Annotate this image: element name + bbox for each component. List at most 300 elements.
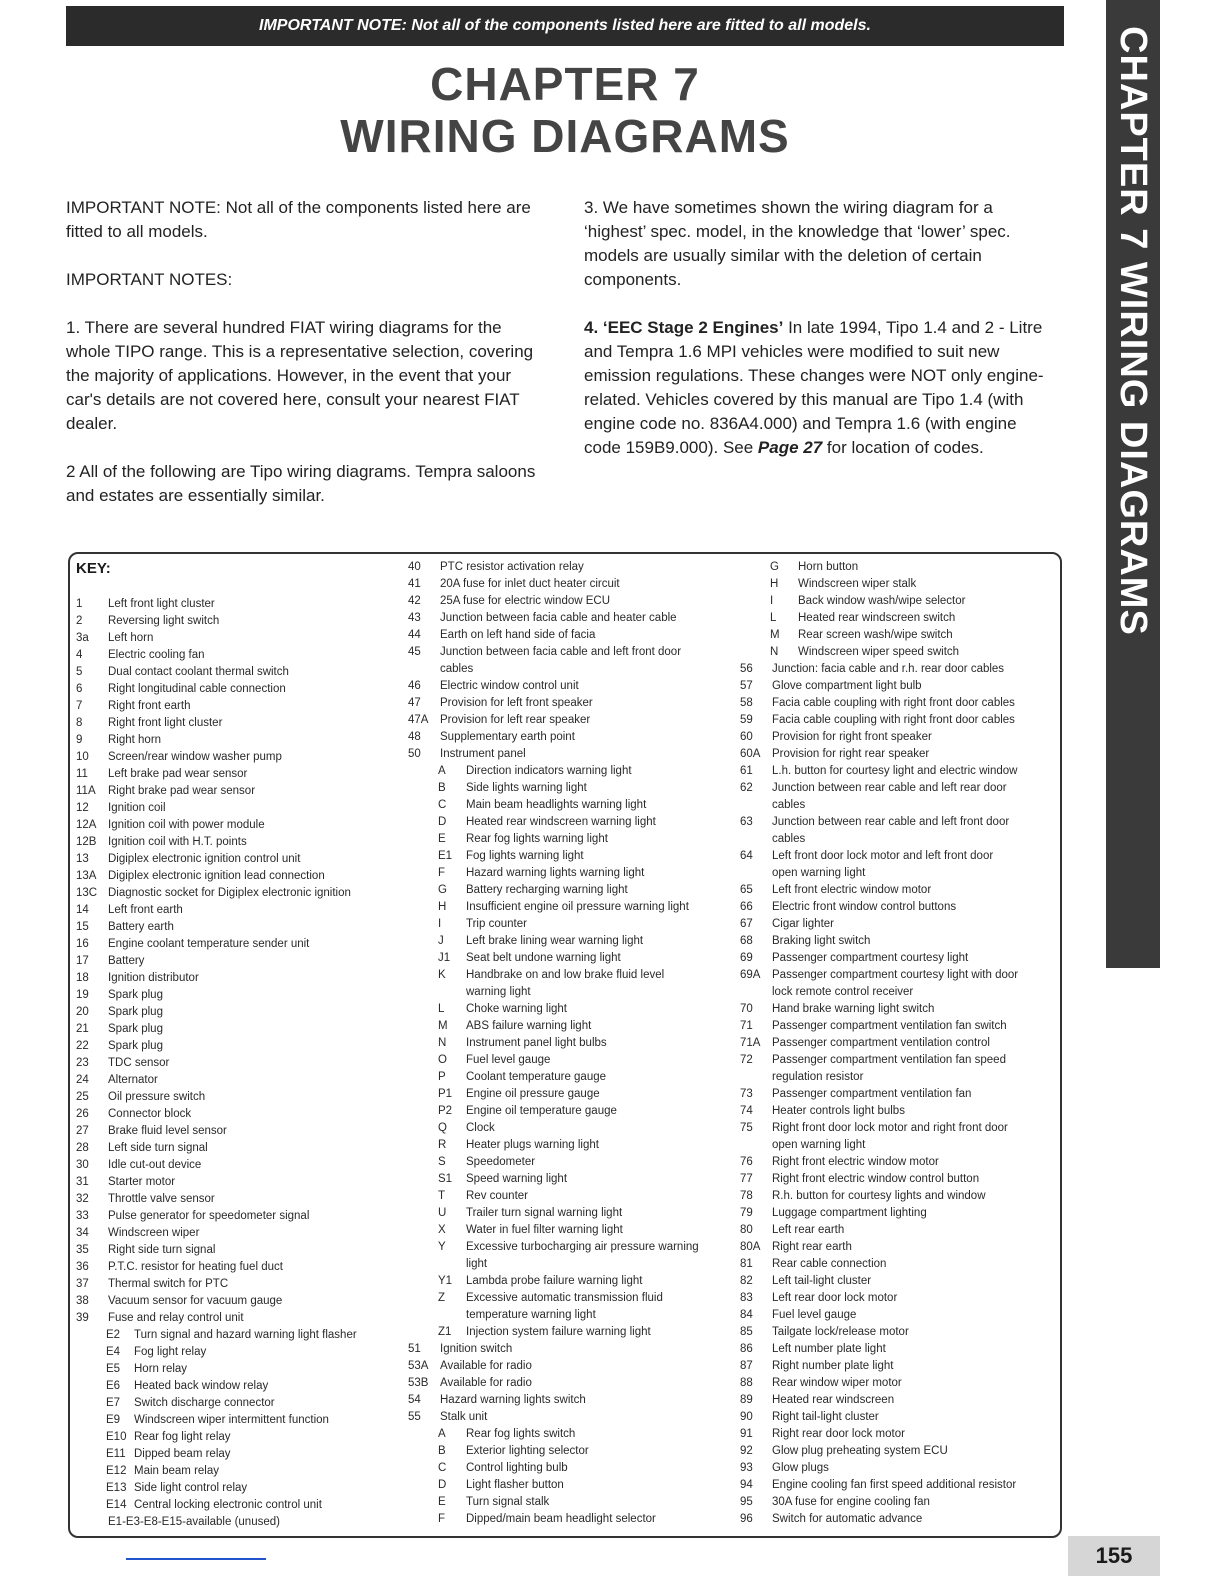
key-item (740, 1494, 1018, 1511)
key-item-number: 12A (76, 819, 97, 831)
key-item (408, 1001, 699, 1018)
key-item-number: 38 (76, 1295, 89, 1307)
key-item-number: 27 (76, 1125, 89, 1137)
key-item (408, 1307, 699, 1324)
key-item-number: 46 (408, 680, 421, 692)
key-item-label: Ignition switch (440, 1343, 513, 1355)
key-item-number: E5 (106, 1363, 121, 1375)
key-item-number: 50 (408, 748, 421, 760)
key-item-number: I (438, 918, 442, 930)
key-item-number: Y (438, 1241, 446, 1253)
key-item-label: PTC resistor activation relay (440, 561, 584, 573)
key-item-label: Main beam relay (134, 1465, 220, 1477)
key-item (408, 814, 699, 831)
key-item (740, 950, 1018, 967)
key-item-label: Light flasher button (466, 1479, 564, 1491)
key-item-label: Heated rear windscreen (772, 1394, 895, 1406)
key-item (740, 984, 1018, 1001)
key-item-number: E (438, 1496, 446, 1508)
key-item (76, 1174, 357, 1191)
key-item-label: Dipped/main beam headlight selector (466, 1513, 656, 1525)
key-item-label: Heater controls light bulbs (772, 1105, 905, 1117)
key-item-number: 60 (740, 731, 753, 743)
key-item-number: 69A (740, 969, 761, 981)
key-item (408, 848, 699, 865)
key-item-label: Heated rear windscreen warning light (466, 816, 656, 828)
key-item-number: 41 (408, 578, 421, 590)
key-item-label: Junction: facia cable and r.h. rear door cables (772, 663, 1005, 675)
key-item-label: Spark plug (108, 1040, 163, 1052)
key-item-number: 81 (740, 1258, 753, 1270)
key-item-number: E1 (438, 850, 453, 862)
key-item-number: 53B (408, 1377, 429, 1389)
key-item-number: P2 (438, 1105, 453, 1117)
key-item-number: N (438, 1037, 447, 1049)
banner-text: IMPORTANT NOTE: Not all of the components listed here are fitted to all models. (259, 17, 871, 34)
key-item-number: 16 (76, 938, 89, 950)
key-item-number: 11 (76, 768, 88, 780)
key-item (740, 1052, 1018, 1069)
key-item-label: Excessive turbocharging air pressure warning (466, 1241, 699, 1253)
key-item (408, 1239, 699, 1256)
key-item (408, 1205, 699, 1222)
key-item (740, 1256, 1018, 1273)
side-tab-text: CHAPTER 7 WIRING DIAGRAMS (1112, 26, 1154, 636)
key-item-label: Connector block (108, 1108, 192, 1120)
key-item-number: 92 (740, 1445, 753, 1457)
key-item (408, 1120, 699, 1137)
key-item-label: Clock (466, 1122, 495, 1134)
key-item-label: 30A fuse for engine cooling fan (772, 1496, 930, 1508)
key-item (408, 1222, 699, 1239)
key-item-number: 36 (76, 1261, 89, 1273)
key-item-label: Left front light cluster (108, 598, 215, 610)
key-item-number: B (438, 1445, 446, 1457)
key-item-number: 21 (76, 1023, 89, 1035)
key-item-label: Left brake lining wear warning light (466, 935, 644, 947)
key-item (740, 1290, 1018, 1307)
key-item (740, 916, 1018, 933)
key-item-label: Facia cable coupling with right front door cables (772, 697, 1015, 709)
key-item (740, 1018, 1018, 1035)
key-item-number: 94 (740, 1479, 753, 1491)
key-item (76, 1344, 357, 1361)
key-item-label: Left side turn signal (108, 1142, 208, 1154)
key-item-label: Passenger compartment ventilation control (772, 1037, 990, 1049)
key-item-number: 83 (740, 1292, 753, 1304)
key-item (408, 763, 699, 780)
key-item-label: cables (772, 799, 806, 811)
key-item-label: Hand brake warning light switch (772, 1003, 935, 1015)
key-item-label: temperature warning light (466, 1309, 596, 1321)
key-item-number: I (770, 595, 774, 607)
key-item-number: E13 (106, 1482, 127, 1494)
key-item-number: 15 (76, 921, 89, 933)
key-item-number: 44 (408, 629, 421, 641)
key-item-number: A (438, 1428, 446, 1440)
key-item-label: cables (772, 833, 806, 845)
key-item-label: Vacuum sensor for vacuum gauge (108, 1295, 283, 1307)
key-item-label: Electric window control unit (440, 680, 579, 692)
key-item (408, 661, 699, 678)
key-item (740, 1511, 1018, 1528)
key-item-number: 93 (740, 1462, 753, 1474)
key-item-number: Z (438, 1292, 446, 1304)
key-item-label: Spark plug (108, 989, 163, 1001)
key-item (740, 593, 1018, 610)
note-1: 1. There are several hundred FIAT wiring diagrams for the whole TIPO range. This is a representative selection, covering the majority of applications. However, in the event that your car's details are not covered here, consult your nearest FIAT dealer. (66, 318, 534, 433)
key-item (76, 1208, 357, 1225)
key-item (408, 1256, 699, 1273)
key-item-number: 65 (740, 884, 753, 896)
key-item (740, 1375, 1018, 1392)
key-item-label: Seat belt undone warning light (466, 952, 621, 964)
key-item-number: 84 (740, 1309, 753, 1321)
key-item (76, 1429, 357, 1446)
key-item (76, 1038, 357, 1055)
key-item (76, 834, 357, 851)
key-item-number: Y1 (438, 1275, 453, 1287)
key-item (76, 800, 357, 817)
key-item-number: E14 (106, 1499, 127, 1511)
key-item-label: Choke warning light (466, 1003, 568, 1015)
key-item (76, 851, 357, 868)
key-item (408, 899, 699, 916)
key-item-label: Windscreen wiper (108, 1227, 200, 1239)
key-item-label: Lambda probe failure warning light (466, 1275, 643, 1287)
key-item-label: Rear fog lights switch (466, 1428, 576, 1440)
key-item-label: Available for radio (440, 1360, 532, 1372)
key-item-label: Tailgate lock/release motor (772, 1326, 909, 1338)
key-item (740, 1086, 1018, 1103)
key-item-label: warning light (466, 986, 531, 998)
key-item-number: E10 (106, 1431, 127, 1443)
key-item-number: 26 (76, 1108, 89, 1120)
key-item (740, 746, 1018, 763)
key-item-number: 78 (740, 1190, 753, 1202)
key-item-label: Passenger compartment ventilation fan (772, 1088, 972, 1100)
key-item (408, 780, 699, 797)
key-item (408, 1086, 699, 1103)
key-item-number (408, 661, 440, 678)
key-item (76, 1480, 357, 1497)
intro-note: IMPORTANT NOTE: Not all of the components listed here are fitted to all models. (66, 198, 531, 241)
key-item-label: Available for radio (440, 1377, 532, 1389)
key-item-label: Main beam headlights warning light (466, 799, 647, 811)
key-item-label: Fog lights warning light (466, 850, 584, 862)
chapter-title-line-1: CHAPTER 7 (430, 58, 700, 110)
key-item-number: 62 (740, 782, 753, 794)
key-item-label: Battery (108, 955, 145, 967)
key-item-label: Left number plate light (772, 1343, 886, 1355)
key-item (740, 1443, 1018, 1460)
key-item-number: F (438, 1513, 446, 1525)
key-item-label: Junction between rear cable and left front door (772, 816, 1010, 828)
key-item (740, 1477, 1018, 1494)
key-item-label: Screen/rear window washer pump (108, 751, 282, 763)
key-item-number: 63 (740, 816, 753, 828)
key-item-label: Fuse and relay control unit (108, 1312, 244, 1324)
key-item-number: 23 (76, 1057, 89, 1069)
key-item-number: 79 (740, 1207, 753, 1219)
key-item (740, 1154, 1018, 1171)
key-item-label: Provision for right rear speaker (772, 748, 930, 760)
key-item (740, 729, 1018, 746)
key-item-number: 72 (740, 1054, 753, 1066)
key-item (76, 1004, 357, 1021)
key-item-label: Provision for right front speaker (772, 731, 932, 743)
key-item (740, 610, 1018, 627)
key-item-label: ABS failure warning light (466, 1020, 592, 1032)
key-item (408, 1477, 699, 1494)
key-item-label: Heated rear windscreen switch (798, 612, 956, 624)
key-item (740, 661, 1018, 678)
key-item (76, 1072, 357, 1089)
key-item-number (740, 984, 772, 1001)
key-item-number: 90 (740, 1411, 753, 1423)
key-item (76, 1259, 357, 1276)
key-item-number (76, 1514, 108, 1531)
key-item (740, 831, 1018, 848)
key-item-label: Reversing light switch (108, 615, 220, 627)
key-item-number: 42 (408, 595, 421, 607)
key-item-number: 45 (408, 646, 421, 658)
key-item (408, 1426, 699, 1443)
key-item (740, 1426, 1018, 1443)
key-item (740, 933, 1018, 950)
key-item (408, 576, 699, 593)
key-item-label: Ignition distributor (108, 972, 199, 984)
key-item-label: Diagnostic socket for Digiplex electronic ignition (108, 887, 351, 899)
key-item-number: 61 (740, 765, 753, 777)
key-item (740, 763, 1018, 780)
key-item (740, 780, 1018, 797)
key-item-label: Thermal switch for PTC (108, 1278, 229, 1290)
key-item-label: Right front electric window motor (772, 1156, 939, 1168)
key-item-label: Control lighting bulb (466, 1462, 568, 1474)
key-item-number: 9 (76, 734, 83, 746)
key-item-label: Engine coolant temperature sender unit (108, 938, 310, 950)
page-reference: Page 27 (757, 438, 823, 457)
key-item-label: Passenger compartment ventilation fan speed (772, 1054, 1006, 1066)
chapter-title (66, 58, 1064, 162)
key-item-label: Spark plug (108, 1006, 163, 1018)
key-item-number: 80A (740, 1241, 761, 1253)
key-item-label: Left front earth (108, 904, 183, 916)
key-item (740, 644, 1018, 661)
key-item (76, 1106, 357, 1123)
key-item (740, 1035, 1018, 1052)
key-item (408, 1409, 699, 1426)
key-item-number: O (438, 1054, 447, 1066)
key-item-label: TDC sensor (108, 1057, 170, 1069)
key-item (76, 987, 357, 1004)
key-item (76, 1395, 357, 1412)
key-item (76, 1021, 357, 1038)
key-item-label: Glove compartment light bulb (772, 680, 922, 692)
key-item-number: B (438, 782, 446, 794)
key-item (740, 797, 1018, 814)
key-item (76, 902, 357, 919)
key-item-label: L.h. button for courtesy light and electric window (772, 765, 1018, 777)
key-item-number: H (770, 578, 779, 590)
key-item (76, 953, 357, 970)
key-item-label: Instrument panel (440, 748, 526, 760)
key-item-label: Switch discharge connector (134, 1397, 275, 1409)
key-item (76, 919, 357, 936)
key-item-label: Idle cut-out device (108, 1159, 202, 1171)
key-item-number: 11A (76, 785, 96, 797)
key-item-number: R (438, 1139, 447, 1151)
key-item-number: 10 (76, 751, 89, 763)
key-item-number: 66 (740, 901, 753, 913)
key-item (408, 1324, 699, 1341)
key-item (76, 1293, 357, 1310)
key-item-label: Rear fog light relay (134, 1431, 231, 1443)
key-item-label: Stalk unit (440, 1411, 488, 1423)
key-item-label: Glow plugs (772, 1462, 829, 1474)
key-item-label: Heater plugs warning light (466, 1139, 599, 1151)
key-item (740, 882, 1018, 899)
key-item-number: 71 (740, 1020, 753, 1032)
key-item (408, 678, 699, 695)
key-item-number: X (438, 1224, 446, 1236)
key-item-number: G (770, 561, 779, 573)
key-item (408, 1069, 699, 1086)
key-item-label: Passenger compartment courtesy light (772, 952, 969, 964)
key-item-number: 30 (76, 1159, 89, 1171)
key-item (408, 746, 699, 763)
key-item (408, 984, 699, 1001)
important-notes-heading: IMPORTANT NOTES: (66, 270, 233, 289)
key-item (740, 899, 1018, 916)
intro-right-column (584, 196, 1054, 484)
key-item (740, 1273, 1018, 1290)
key-item-number: E2 (106, 1329, 121, 1341)
key-item (408, 1392, 699, 1409)
key-item-number: 47 (408, 697, 421, 709)
key-item-number: K (438, 969, 446, 981)
key-item-number: M (438, 1020, 448, 1032)
key-item-number (438, 984, 466, 1001)
key-column-1 (76, 596, 357, 1531)
key-item (76, 1378, 357, 1395)
key-item-label: Oil pressure switch (108, 1091, 206, 1103)
chapter-title-line-2: WIRING DIAGRAMS (340, 110, 790, 162)
key-item (740, 627, 1018, 644)
key-item-number: 95 (740, 1496, 753, 1508)
key-item-label: Central locking electronic control unit (134, 1499, 322, 1511)
key-item-label: Left front door lock motor and left front door (772, 850, 994, 862)
key-item (76, 885, 357, 902)
key-item-number: 4 (76, 649, 83, 661)
key-item-number: E (438, 833, 446, 845)
key-item-label: Throttle valve sensor (108, 1193, 215, 1205)
note-4-heading: 4. ‘EEC Stage 2 Engines’ (584, 318, 784, 337)
key-item-label: Handbrake on and low brake fluid level (466, 969, 665, 981)
key-item (76, 664, 357, 681)
key-item-number: 69 (740, 952, 753, 964)
key-item-number: 5 (76, 666, 83, 678)
key-item (408, 831, 699, 848)
key-item (408, 1035, 699, 1052)
key-item (408, 1154, 699, 1171)
key-item-label: Right front light cluster (108, 717, 223, 729)
key-item-label: Right longitudinal cable connection (108, 683, 286, 695)
key-item-number: 24 (76, 1074, 89, 1086)
key-item (740, 967, 1018, 984)
key-item-label: Turn signal stalk (466, 1496, 550, 1508)
key-item-number: 13C (76, 887, 98, 899)
key-item (740, 1120, 1018, 1137)
key-item (740, 1069, 1018, 1086)
key-item-label: 20A fuse for inlet duct heater circuit (440, 578, 620, 590)
key-item-label: Spark plug (108, 1023, 163, 1035)
key-item-number: 2 (76, 615, 83, 627)
key-item-label: Instrument panel light bulbs (466, 1037, 607, 1049)
key-item-number: 28 (76, 1142, 89, 1154)
key-item (408, 1358, 699, 1375)
key-item (408, 559, 699, 576)
key-item-label: Luggage compartment lighting (772, 1207, 927, 1219)
key-item-label: Rear fog lights warning light (466, 833, 608, 845)
key-item-number: J (438, 935, 444, 947)
key-item-number: 64 (740, 850, 753, 862)
key-item-label: Fog light relay (134, 1346, 207, 1358)
key-item (740, 559, 1018, 576)
key-item-number: 96 (740, 1513, 753, 1525)
key-item-number: M (770, 629, 780, 641)
footer-rule (126, 1558, 266, 1560)
key-item-number: E4 (106, 1346, 121, 1358)
key-item-number: Q (438, 1122, 447, 1134)
key-item-number: 88 (740, 1377, 753, 1389)
key-item-label: Water in fuel filter warning light (466, 1224, 623, 1236)
key-item-label: Passenger compartment courtesy light with door (772, 969, 1019, 981)
key-item-number: 58 (740, 697, 753, 709)
key-item-label: Left rear earth (772, 1224, 845, 1236)
key-item-number: 48 (408, 731, 421, 743)
key-item-number: 59 (740, 714, 753, 726)
key-item-number: 22 (76, 1040, 89, 1052)
key-item-number: E6 (106, 1380, 121, 1392)
key-item (76, 1361, 357, 1378)
key-item (76, 817, 357, 834)
key-item (76, 1463, 357, 1480)
key-item (76, 630, 357, 647)
key-item (740, 1103, 1018, 1120)
key-item (740, 848, 1018, 865)
key-column-3 (740, 559, 1018, 1528)
key-item-label: Right tail-light cluster (772, 1411, 879, 1423)
key-item-label: Coolant temperature gauge (466, 1071, 607, 1083)
key-item (76, 970, 357, 987)
key-item (740, 1171, 1018, 1188)
key-item-label: lock remote control receiver (772, 986, 914, 998)
key-item-number: 85 (740, 1326, 753, 1338)
key-item-number: 20 (76, 1006, 89, 1018)
key-item-number (740, 831, 772, 848)
key-item (408, 1273, 699, 1290)
intro-left-column (66, 196, 546, 532)
key-item (76, 1446, 357, 1463)
key-item (740, 1222, 1018, 1239)
key-item-number: 56 (740, 663, 753, 675)
key-item-number: H (438, 901, 447, 913)
key-item (76, 647, 357, 664)
key-item-number: 73 (740, 1088, 753, 1100)
key-item-label: Exterior lighting selector (466, 1445, 589, 1457)
